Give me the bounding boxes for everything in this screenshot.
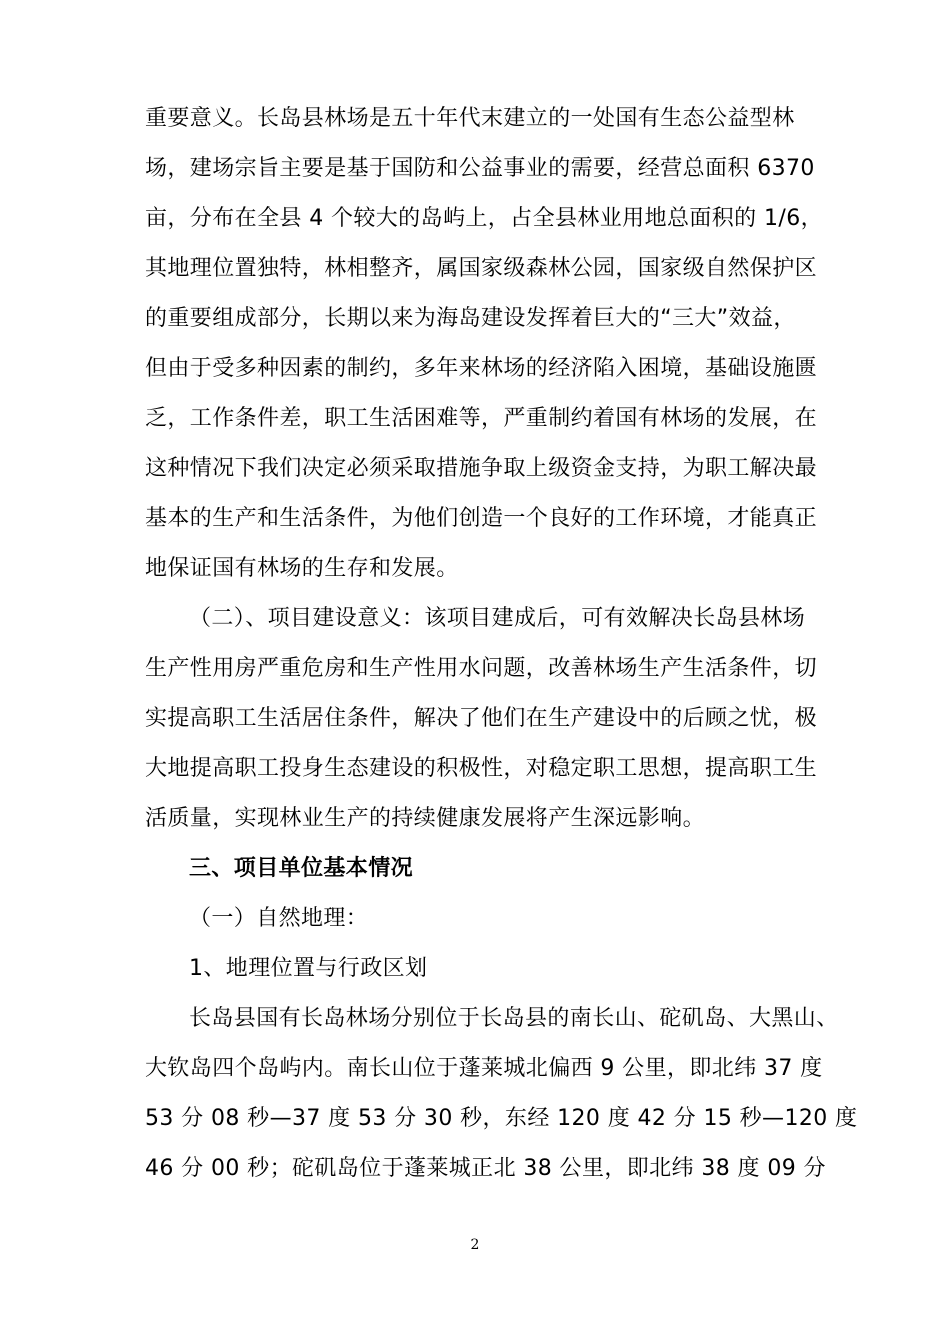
text-line: 46 分 00 秒；砣矶岛位于蓬莱城正北 38 公里，即北纬 38 度 09 分 (145, 1156, 826, 1181)
text-line: 亩，分布在全县 4 个较大的岛屿上，占全县林业用地总面积的 1/6， (145, 206, 823, 231)
text-line: 53 分 08 秒—37 度 53 分 30 秒，东经 120 度 42 分 15 秒—120 度 (145, 1106, 858, 1131)
text-line: 地保证国有林场的生存和发展。 (145, 556, 459, 581)
subsection-heading: （一）自然地理： (189, 906, 369, 931)
text-line: （二）、项目建设意义：该项目建成后，可有效解决长岛县林场 (189, 606, 806, 631)
text-line: 长岛县国有长岛林场分别位于长岛县的南长山、砣矶岛、大黑山、 (189, 1006, 839, 1031)
text-line: 但由于受多种因素的制约，多年来林场的经济陷入困境，基础设施匮 (145, 356, 818, 381)
text-line: 其地理位置独特，林相整齐，属国家级森林公园，国家级自然保护区 (145, 256, 818, 281)
text-line: 这种情况下我们决定必须采取措施争取上级资金支持，为职工解决最 (145, 456, 818, 481)
text-line: 乏，工作条件差，职工生活困难等，严重制约着国有林场的发展，在 (145, 406, 818, 431)
text-line: 大地提高职工投身生态建设的积极性，对稳定职工思想，提高职工生 (145, 756, 818, 781)
text-line: 活质量，实现林业生产的持续健康发展将产生深远影响。 (145, 806, 706, 831)
text-line: 实提高职工生活居住条件，解决了他们在生产建设中的后顾之忧，极 (145, 706, 818, 731)
text-line: 基本的生产和生活条件，为他们创造一个良好的工作环境，才能真正 (145, 506, 818, 531)
text-line: 生产性用房严重危房和生产性用水问题，改善林场生产生活条件，切 (145, 656, 818, 681)
subsection-item: 1、地理位置与行政区划 (189, 956, 428, 981)
text-line: 重要意义。长岛县林场是五十年代末建立的一处国有生态公益型林 (145, 106, 795, 131)
section-heading: 三、项目单位基本情况 (189, 856, 414, 881)
text-line: 大钦岛四个岛屿内。南长山位于蓬莱城北偏西 9 公里，即北纬 37 度 (145, 1056, 823, 1081)
text-line: 的重要组成部分，长期以来为海岛建设发挥着巨大的“三大”效益， (145, 306, 796, 331)
page-number: 2 (470, 1237, 480, 1253)
text-line: 场，建场宗旨主要是基于国防和公益事业的需要，经营总面积 6370 (145, 156, 815, 181)
